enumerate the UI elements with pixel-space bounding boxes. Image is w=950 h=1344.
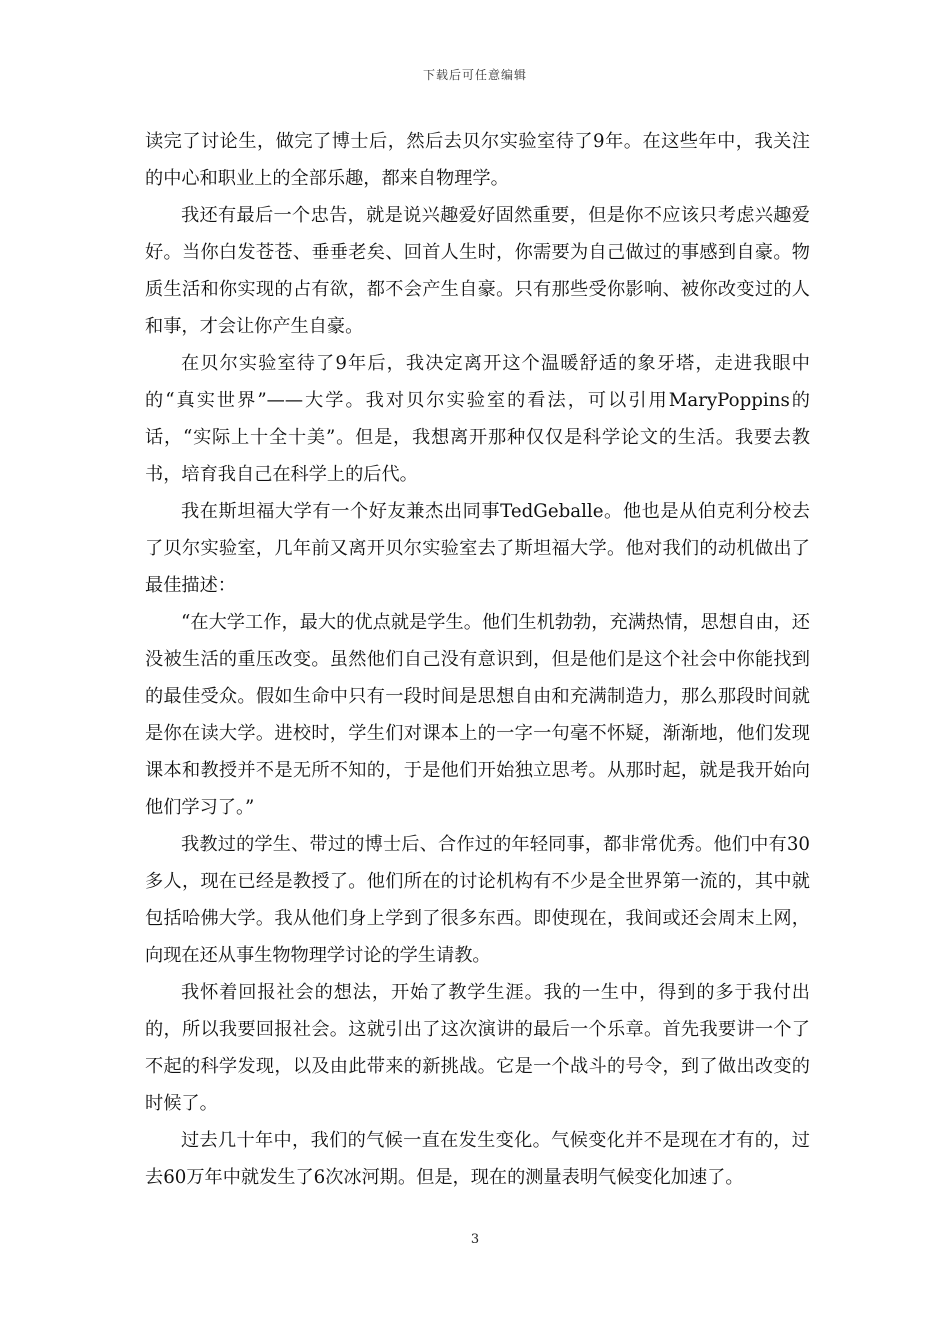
paragraph-8: 过去几十年中，我们的气候一直在发生变化。气候变化并不是现在才有的，过去60万年中就发生了6次冰河期。但是，现在的测量表明气候变化加速了。 (145, 1130, 810, 1188)
paragraph-2: 我还有最后一个忠告，就是说兴趣爱好固然重要，但是你不应该只考虑兴趣爱好。当你白发苍苍、垂垂老矣、回首人生时，你需要为自己做过的事感到自豪。物质生活和你实现的占有欲，都不会产生自豪。只有那些受你影响、被你改变过的人和事，才会让你产生自豪。 (145, 205, 810, 337)
page-header: 下载后可任意编辑 (422, 68, 527, 82)
paragraph-1: 读完了讨论生，做完了博士后，然后去贝尔实验室待了9年。在这些年中，我关注的中心和职业上的全部乐趣，都来自物理学。 (145, 131, 810, 189)
paragraph-5-quote: “在大学工作，最大的优点就是学生。他们生机勃勃，充满热情，思想自由，还没被生活的重压改变。虽然他们自己没有意识到，但是他们是这个社会中你能找到的最佳受众。假如生命中只有一段时间是思想自由和充满制造力，那么那段时间就是你在读大学。进校时，学生们对课本上的一字一句毫不怀疑，渐渐地，他们发现课本和教授并不是无所不知的，于是他们开始独立思考。从那时起，就是我开始向他们学习了。” (145, 612, 810, 818)
paragraph-3: 在贝尔实验室待了9年后，我决定离开这个温暖舒适的象牙塔，走进我眼中的“真实世界”——大学。我对贝尔实验室的看法，可以引用MaryPoppins的话，“实际上十全十美”。但是，我想离开那种仅仅是科学论文的生活。我要去教书，培育我自己在科学上的后代。 (145, 353, 810, 485)
document-body (145, 123, 810, 1196)
page-number: 3 (470, 1232, 480, 1247)
paragraph-4: 我在斯坦福大学有一个好友兼杰出同事TedGeballe。他也是从伯克利分校去了贝尔实验室，几年前又离开贝尔实验室去了斯坦福大学。他对我们的动机做出了最佳描述： (145, 501, 810, 596)
paragraph-7: 我怀着回报社会的想法，开始了教学生涯。我的一生中，得到的多于我付出的，所以我要回报社会。这就引出了这次演讲的最后一个乐章。首先我要讲一个了不起的科学发现，以及由此带来的新挑战。它是一个战斗的号令，到了做出改变的时候了。 (145, 982, 810, 1114)
paragraph-6: 我教过的学生、带过的博士后、合作过的年轻同事，都非常优秀。他们中有30多人，现在已经是教授了。他们所在的讨论机构有不少是全世界第一流的，其中就包括哈佛大学。我从他们身上学到了很多东西。即使现在，我间或还会周末上网，向现在还从事生物物理学讨论的学生请教。 (145, 834, 810, 966)
